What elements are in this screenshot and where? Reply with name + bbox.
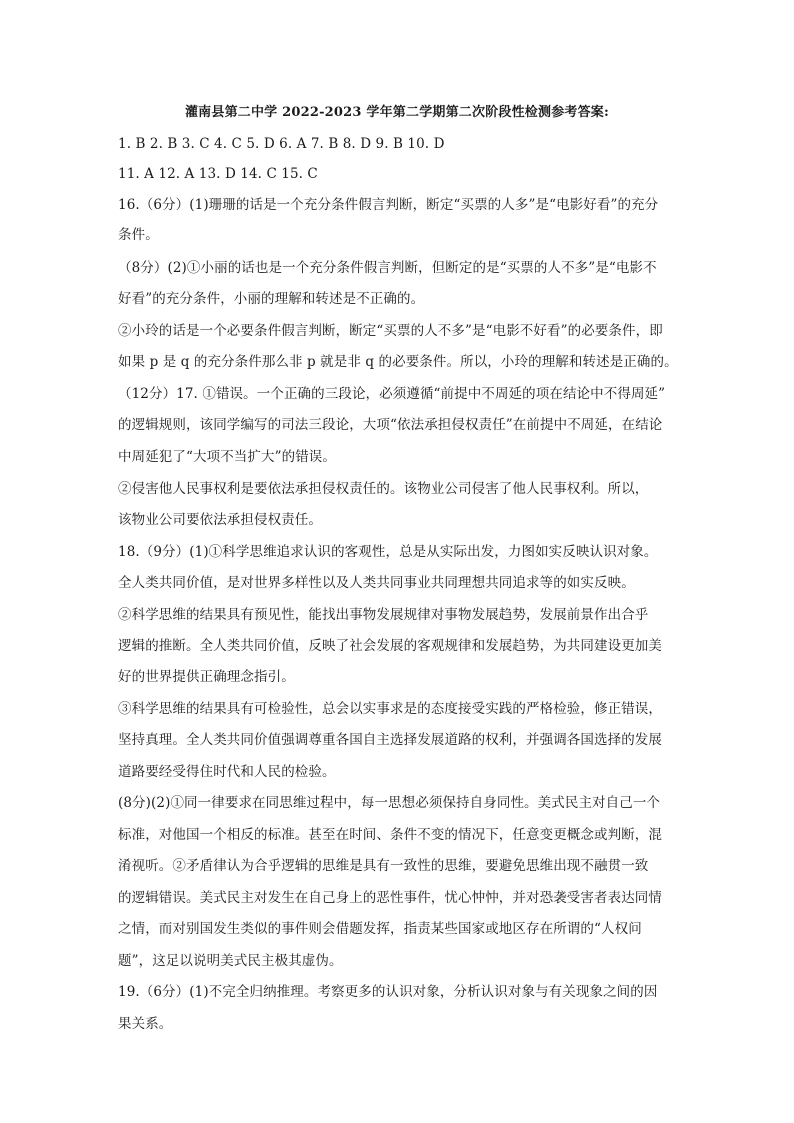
- answer-line: 条件。: [118, 227, 159, 243]
- answer-line: 果关系。: [118, 1016, 173, 1032]
- answer-line: 道路要经受得住时代和人民的检验。: [118, 764, 336, 780]
- answer-line: ③科学思维的结果具有可检验性，总会以实事求是的态度接受实践的严格检验，修正错误，: [118, 701, 662, 717]
- answer-line: 该物业公司要依法承担侵权责任。: [118, 512, 322, 528]
- answer-line: 坚持真理。全人类共同价值强调尊重各国自主选择发展道路的权利，并强调各国选择的发展: [118, 732, 662, 748]
- answer-line: 好的世界提供正确理念指引。: [118, 669, 295, 685]
- answer-line: 如果 p 是 q 的充分条件那么非 p 就是非 q 的必要条件。所以，小玲的理解和转述是正确的。: [118, 354, 678, 370]
- answer-line: 逻辑的推断。全人类共同价值，反映了社会发展的客观规律和发展趋势，为共同建设更加美: [118, 638, 662, 654]
- answer-line: 题”，这足以说明美式民主极其虚伪。: [118, 953, 343, 969]
- answer-line: 的逻辑规则，该同学编写的司法三段论，大项“依法承担侵权责任”在前提中不周延，在结论: [118, 417, 663, 433]
- document-title: 灌南县第二中学 2022-2023 学年第二学期第二次阶段性检测参考答案:: [184, 105, 609, 120]
- answer-line: 18.（9分）(1)①科学思维追求认识的客观性，总是从实际出发，力图如实反映认识对象。: [118, 544, 658, 560]
- answer-line: ②科学思维的结果具有预见性，能找出事物发展规律对事物发展趋势，发展前景作出合乎: [118, 607, 649, 623]
- answer-line: 全人类共同价值，是对世界多样性以及人类共同事业共同理想共同追求等的如实反映。: [118, 575, 635, 591]
- answer-line: 1. B 2. B 3. C 4. C 5. D 6. A 7. B 8. D 9. B 10. D: [118, 136, 445, 152]
- answer-line: 淆视听。②矛盾律认为合乎逻辑的思维是具有一致性的思维，要避免思维出现不融贯一致: [118, 858, 649, 874]
- answer-line: 中周延犯了“大项不当扩大”的错误。: [118, 449, 337, 465]
- answer-line: 之情，而对别国发生类似的事件则会借题发挥，指责某些国家或地区存在所谓的“人权问: [118, 921, 642, 937]
- answer-line: 的逻辑错误。美式民主对发生在自己身上的恶性事件，忧心忡忡，并对恐袭受害者表达同情: [118, 890, 662, 906]
- answer-line: ②小玲的话是一个必要条件假言判断，断定“买票的人不多”是“电影不好看”的必要条件，即: [118, 323, 663, 339]
- answer-line: 好看”的充分条件，小丽的理解和转述是不正确的。: [118, 291, 425, 307]
- answer-line: 标准，对他国一个相反的标准。甚至在时间、条件不变的情况下，任意变更概念或判断，混: [118, 827, 662, 843]
- answer-line: （8分）(2)①小丽的话也是一个充分条件假言判断，但断定的是“买票的人不多”是“电影不: [118, 260, 657, 276]
- answer-line: 19.（6分）(1)不完全归纳推理。考察更多的认识对象，分析认识对象与有关现象之间的因: [118, 984, 658, 1000]
- answer-line: ②侵害他人民事权利是要依法承担侵权责任的。该物业公司侵害了他人民事权利。所以，: [118, 481, 649, 497]
- answer-line: (8分)(2)①同一律要求在同思维过程中，每一思想必须保持自身同性。美式民主对自己一个: [118, 795, 661, 811]
- answer-line: 16.（6分）(1)珊珊的话是一个充分条件假言判断，断定“买票的人多”是“电影好看”的充分: [118, 197, 659, 213]
- answer-line: 11. A 12. A 13. D 14. C 15. C: [118, 166, 318, 182]
- answer-line: （12分）17. ①错误。一个正确的三段论，必须遵循“前提中不周延的项在结论中不得周延”: [118, 386, 666, 402]
